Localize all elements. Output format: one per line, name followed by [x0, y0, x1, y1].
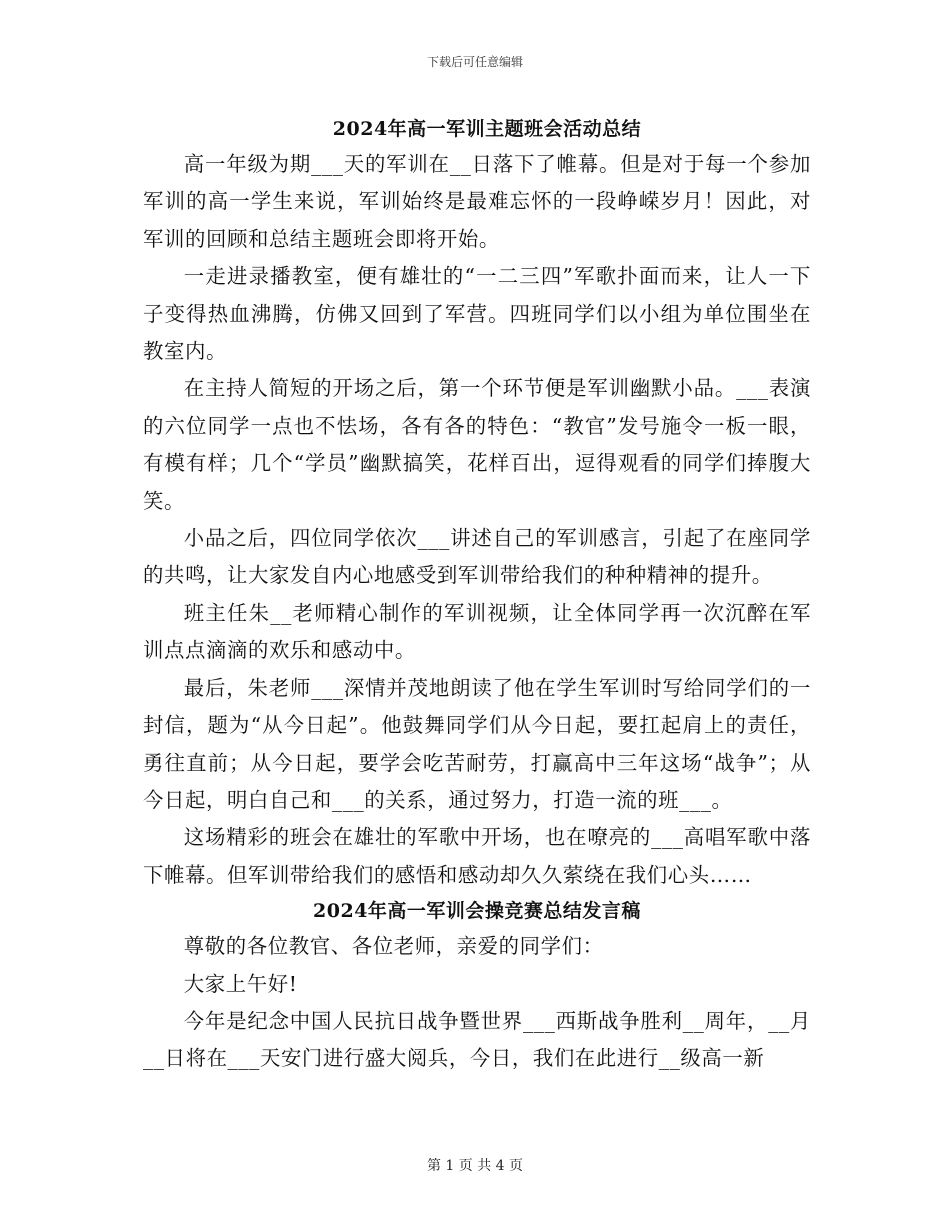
document-body [143, 112, 811, 1078]
paragraph: 班主任朱__老师精心制作的军训视频，让全体同学再一次沉醉在军训点点滴滴的欢乐和感动中。 [143, 600, 811, 663]
paragraph: 今年是纪念中国人民抗日战争暨世界___西斯战争胜利__周年，__月__日将在___天安门进行盛大阅兵，今日，我们在此进行__级高一新 [143, 1008, 811, 1071]
document-title-2: 2024年高一军训会操竞赛总结发言稿 [313, 900, 641, 923]
paragraph: 小品之后，四位同学依次___讲述自己的军训感言，引起了在座同学的共鸣，让大家发自内心地感受到军训带给我们的种种精神的提升。 [143, 526, 811, 588]
paragraph: 一走进录播教室，便有雄壮的“一二三四”军歌扑面而来，让人一下子变得热血沸腾，仿佛又回到了军营。四班同学们以小组为单位围坐在教室内。 [143, 264, 811, 364]
paragraph: 高一年级为期___天的军训在__日落下了帷幕。但是对于每一个参加军训的高一学生来说，军训始终是最难忘怀的一段峥嵘岁月！因此，对军训的回顾和总结主题班会即将开始。 [143, 152, 811, 251]
paragraph: 在主持人简短的开场之后，第一个环节便是军训幽默小品。___表演的六位同学一点也不怯场，各有各的特色：“教官”发号施令一板一眼，有模有样；几个“学员”幽默搞笑，花样百出，逗得观看的同学们捧腹大笑。 [143, 376, 811, 513]
document-title-1: 2024年高一军训主题班会活动总结 [332, 118, 642, 140]
paragraph: 尊敬的各位教官、各位老师，亲爱的同学们： [183, 934, 604, 959]
section-1-paragraphs [143, 146, 811, 894]
section-2-paragraphs [143, 928, 811, 1078]
paragraph: 大家上午好! [183, 971, 298, 996]
page-number-footer: 第 1 页 共 4 页 [426, 1158, 524, 1174]
paragraph: 最后，朱老师___深情并茂地朗读了他在学生军训时写给同学们的一封信，题为“从今日起”。他鼓舞同学们从今日起，要扛起肩上的责任，勇往直前；从今日起，要学会吃苦耐劳，打赢高中三年这场“战争”；从今日起，明白自己和___的关系，通过努力，打造一流的班___。 [143, 675, 811, 812]
page-header-note: 下载后可任意编辑 [426, 55, 523, 69]
paragraph: 这场精彩的班会在雄壮的军歌中开场，也在嘹亮的___高唱军歌中落下帷幕。但军训带给我们的感悟和感动却久久萦绕在我们心头…… [143, 825, 811, 887]
